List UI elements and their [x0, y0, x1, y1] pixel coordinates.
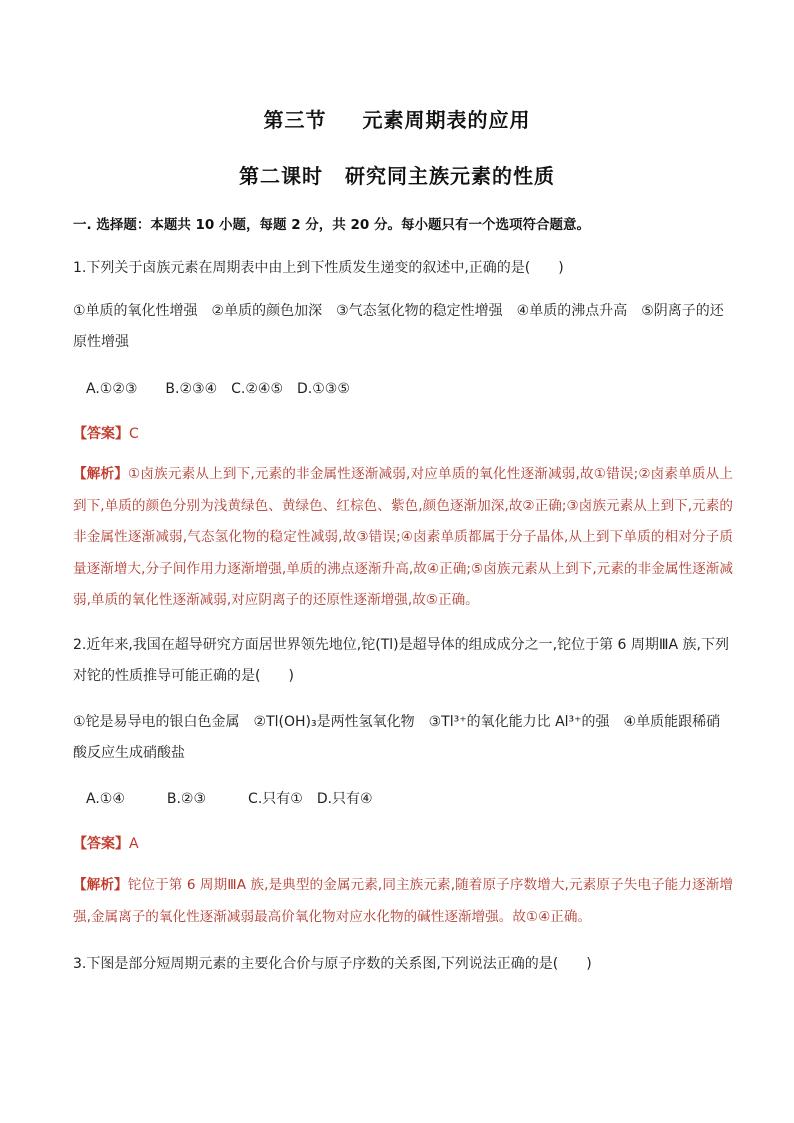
- title-part-1: 第三节: [263, 108, 327, 132]
- explanation-text: 铊位于第 6 周期ⅢA 族,是典型的金属元素,同主族元素,随着原子序数增大,元素原子失电子能力逐渐增强,金属离子的氧化性逐渐减弱最高价氧化物对应水化物的碱性逐渐增强。故①④正确。: [73, 877, 733, 925]
- question-1-answer: [73, 423, 139, 443]
- question-1-options: A.①②③ B.②③④ C.②④⑤ D.①③⑤: [86, 381, 350, 397]
- question-2-statements: ①铊是易导电的银白色金属 ②Tl(OH)₃是两性氢氧化物 ③Tl³⁺的氧化能力比 Al³⁺的强 ④单质能跟稀硝酸反应生成硝酸盐: [73, 714, 721, 761]
- question-2-answer: [73, 833, 139, 853]
- question-3-stem: 3.下图是部分短周期元素的主要化合价与原子序数的关系图,下列说法正确的是( ): [73, 956, 592, 972]
- page-subtitle: [0, 160, 794, 189]
- section-heading: 一. 选择题：本题共 10 小题，每题 2 分，共 20 分。每小题只有一个选项符合题意。: [73, 217, 590, 233]
- answer-label: 【答案】: [73, 836, 129, 852]
- question-2-options: A.①④ B.②③ C.只有① D.只有④: [86, 791, 373, 807]
- question-2-stem: 2.近年来,我国在超导研究方面居世界领先地位,铊(Tl)是超导体的组成成分之一,铊位于第 6 周期ⅢA 族,下列对铊的性质推导可能正确的是( ): [73, 637, 730, 684]
- subtitle-part-1: 第二课时: [239, 164, 323, 188]
- title-part-2: 元素周期表的应用: [362, 108, 531, 132]
- question-1-stem: 1.下列关于卤族元素在周期表中由上到下性质发生递变的叙述中,正确的是( ): [73, 260, 564, 276]
- answer-value: C: [129, 426, 139, 442]
- page-title: [0, 104, 794, 133]
- explanation-text: ①卤族元素从上到下,元素的非金属性逐渐减弱,对应单质的氧化性逐渐减弱,故①错误;②卤素单质从上到下,单质的颜色分别为浅黄绿色、黄绿色、红棕色、紫色,颜色逐渐加深,故②正确;③卤族元素从上到下,元素的非金属性逐渐减弱,气态氢化物的稳定性减弱,故③错误;④卤素单质都属于分子晶体,从上到下单质的相对分子质量逐渐增大,分子间作用力逐渐增强,单质的沸点逐渐升高,故④正确;⑤卤族元素从上到下,元素的非金属性逐渐减弱,单质的氧化性逐渐减弱,对应阴离子的还原性逐渐增强,故⑤正确。: [73, 466, 733, 608]
- question-2-explanation: [73, 870, 733, 933]
- explanation-label: 【解析】: [73, 877, 128, 893]
- subtitle-part-2: 研究同主族元素的性质: [345, 164, 555, 188]
- question-1-explanation: [73, 459, 733, 617]
- question-1-statements: ①单质的氧化性增强 ②单质的颜色加深 ③气态氢化物的稳定性增强 ④单质的沸点升高 ⑤阴离子的还原性增强: [73, 303, 724, 350]
- answer-label: 【答案】: [73, 426, 129, 442]
- explanation-label: 【解析】: [73, 466, 128, 482]
- answer-value: A: [129, 836, 139, 852]
